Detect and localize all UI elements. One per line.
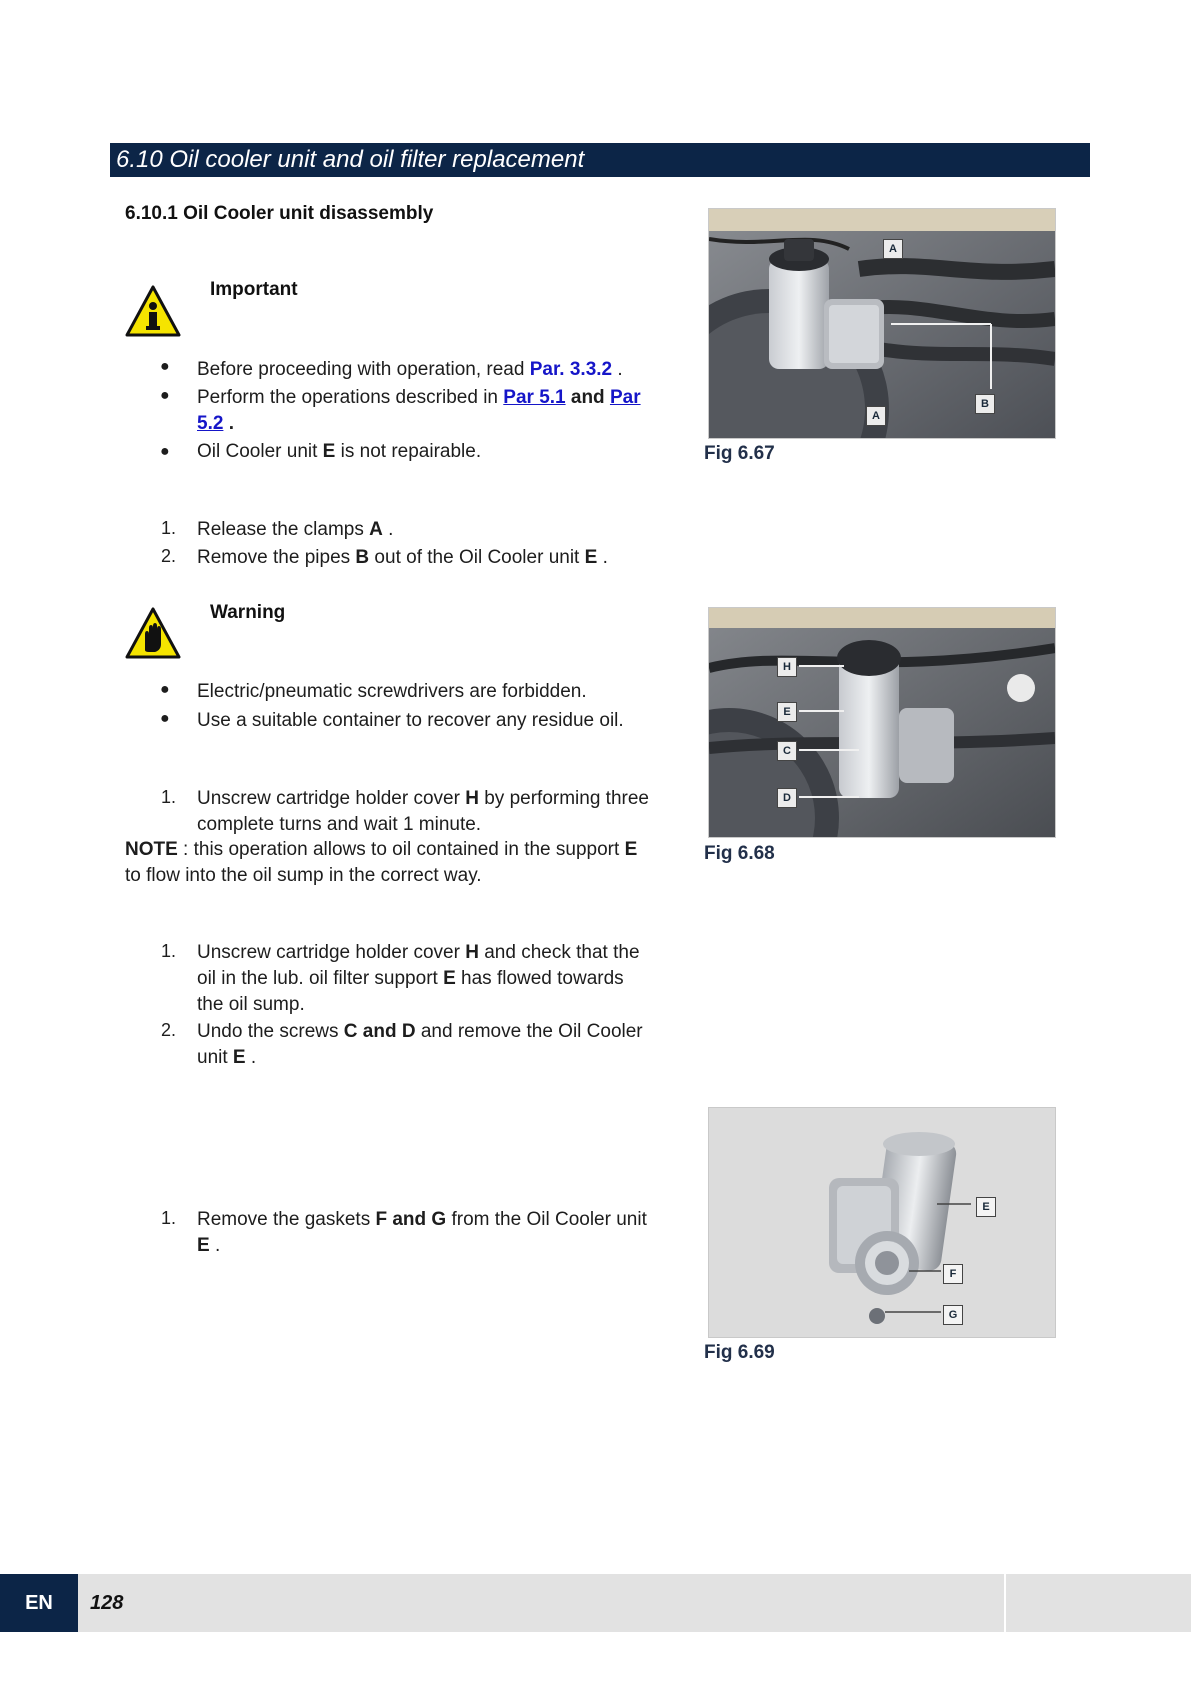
important-bullet-2: Perform the operations described in Par 5.1 and Par 5.2 . — [197, 387, 641, 434]
figure-6-67-image — [708, 208, 1056, 439]
important-bullet-1: Before proceeding with operation, read Par. 3.3.2 . — [197, 359, 623, 380]
figure-6-67-caption: Fig 6.67 — [704, 443, 775, 464]
note-label: NOTE — [125, 839, 178, 860]
step-number: 1. — [161, 941, 177, 961]
important-title: Important — [210, 279, 298, 300]
warning-hand-icon — [124, 606, 182, 660]
step-undo-screws: Undo the screws C and D and remove the Oil Cooler unit E . — [197, 1021, 643, 1068]
language-tag: EN — [0, 1574, 78, 1632]
step-remove-pipes: Remove the pipes B out of the Oil Cooler unit E . — [197, 547, 608, 568]
section-title: 6.10 Oil cooler unit and oil filter replacement — [116, 146, 585, 173]
bullet-marker: ● — [160, 681, 170, 698]
step-number: 2. — [161, 546, 177, 566]
warning-title: Warning — [210, 602, 286, 623]
par-5-1-link[interactable]: Par 5.1 — [503, 387, 566, 408]
step-number: 2. — [161, 1020, 177, 1040]
figure-6-69-label-f: F — [943, 1264, 963, 1284]
page-number: 128 — [90, 1592, 124, 1614]
step-number: 1. — [161, 518, 177, 538]
par-5-2-link[interactable]: Par — [609, 387, 641, 408]
figure-6-68-caption: Fig 6.68 — [704, 843, 775, 864]
figure-6-69-image — [708, 1107, 1056, 1338]
important-info-icon — [124, 284, 182, 338]
bullet-marker: ● — [160, 710, 170, 727]
figure-6-68-image — [708, 607, 1056, 838]
warning-bullet-2: Use a suitable container to recover any residue oil. — [197, 710, 624, 731]
note-paragraph: NOTE : this operation allows to oil contained in the support E to flow into the oil sump in the correct way. — [125, 839, 638, 886]
step-number: 1. — [161, 787, 177, 807]
figure-6-68-label-d: D — [777, 788, 797, 808]
step-unscrew-cover-check: Unscrew cartridge holder cover H and check that the oil in the lub. oil filter support E has flowed towards the oil sump. — [197, 942, 640, 1015]
step-unscrew-cover-three-turns: Unscrew cartridge holder cover H by performing three complete turns and wait 1 minute. — [197, 788, 649, 835]
subsection-title: 6.10.1 Oil Cooler unit disassembly — [125, 203, 434, 224]
warning-bullet-1: Electric/pneumatic screwdrivers are forbidden. — [197, 681, 587, 702]
figure-6-67-label-a-bottom: A — [866, 406, 886, 426]
figure-6-68-label-h: H — [777, 657, 797, 677]
bullet-marker: ● — [160, 358, 170, 375]
figure-6-68-label-e: E — [777, 702, 797, 722]
bullet-marker: ● — [160, 443, 170, 460]
par-3-3-2-link[interactable]: Par. 3.3.2 — [529, 359, 613, 380]
figure-6-67-label-b: B — [975, 394, 995, 414]
figure-6-69-label-g: G — [943, 1305, 963, 1325]
step-release-clamps: Release the clamps A . — [197, 519, 394, 540]
figure-6-68-label-c: C — [777, 741, 797, 761]
bullet-marker: ● — [160, 387, 170, 404]
step-number: 1. — [161, 1208, 177, 1228]
page-footer — [0, 1574, 1191, 1632]
figure-6-69-caption: Fig 6.69 — [704, 1342, 775, 1363]
footer-divider — [1004, 1574, 1006, 1632]
figure-6-69-label-e: E — [976, 1197, 996, 1217]
important-bullet-3: Oil Cooler unit E is not repairable. — [197, 441, 482, 462]
figure-6-67-label-a-top: A — [883, 239, 903, 259]
par-5-2-link-cont[interactable]: 5.2 — [197, 413, 224, 434]
step-remove-gaskets: Remove the gaskets F and G from the Oil Cooler unit E . — [197, 1209, 647, 1256]
